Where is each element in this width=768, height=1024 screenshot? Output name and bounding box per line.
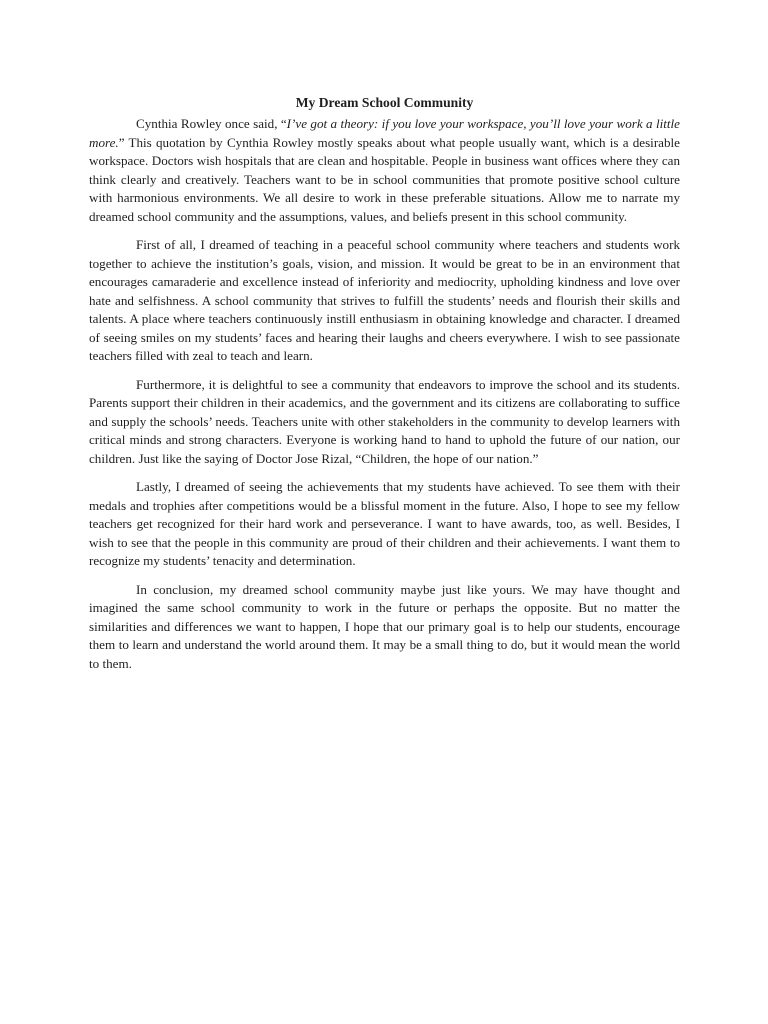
paragraph-furthermore: Furthermore, it is delightful to see a community that endeavors to improve the school and its students. Parents support their children in their academics, and the government and its citizens are collaborating to suffice and supply the schools’ needs. Teachers unite with other stakeholders in the community to develop learners with critical minds and strong characters. Everyone is working hand to hand to uphold the future of our nation, our children. Just like the saying of Doctor Jose Rizal, “Children, the hope of our nation.” <box>89 376 680 466</box>
intro-rest-text: ” This quotation by Cynthia Rowley mostly speaks about what people usually want, which is a desirable workspace. Doctors wish hospitals that are clean and hospitable. People in business want offices where they can think clearly and creatively. Teachers want to be in school communities that promote positive school culture with harmonious environments. We all desire to work in these preferable situations. Allow me to narrate my dreamed school community and the assumptions, values, and beliefs present in this school community. <box>89 134 680 224</box>
paragraph-lastly: Lastly, I dreamed of seeing the achievements that my students have achieved. To see them with their medals and trophies after competitions would be a blissful moment in the future. Also, I hope to see my fellow teachers get recognized for their hard work and perseverance. I want to have awards, too, as well. Besides, I wish to see that the people in this community are proud of their children and their achievements. I want them to recognize my students’ tenacity and determination. <box>89 479 680 568</box>
intro-quote-text: I’ve got a theory: if you love your workspace, you’ll love your work a little more. <box>89 116 680 150</box>
paragraph-first-of-all: First of all, I dreamed of teaching in a peaceful school community where teachers and students work together to achieve the institution’s goals, vision, and mission. It would be great to be in an environment that encourages camaraderie and excellence instead of inferiority and mediocrity, upholding kindness and love over hate and selfishness. A school community that strives to fulfill the students’ needs and flourish their skills and talents. A place where teachers continuously instill enthusiasm in obtaining knowledge and character. I dreamed of seeing smiles on my students’ faces and hearing their laughs and cheers everywhere. I wish to see passionate teachers filled with zeal to teach and learn. <box>89 237 680 363</box>
paragraph-intro <box>89 115 680 226</box>
intro-lead-text: Cynthia Rowley once said, “ <box>136 116 287 131</box>
document-title: My Dream School Community <box>295 95 474 110</box>
paragraph-conclusion: In conclusion, my dreamed school community maybe just like yours. We may have thought and imagined the same school community to work in the future or perhaps the opposite. But no matter the similarities and differences we want to happen, I hope that our primary goal is to help our students, encourage them to learn and understand the world around them. It may be a small thing to do, but it would mean the world to them. <box>89 581 680 671</box>
